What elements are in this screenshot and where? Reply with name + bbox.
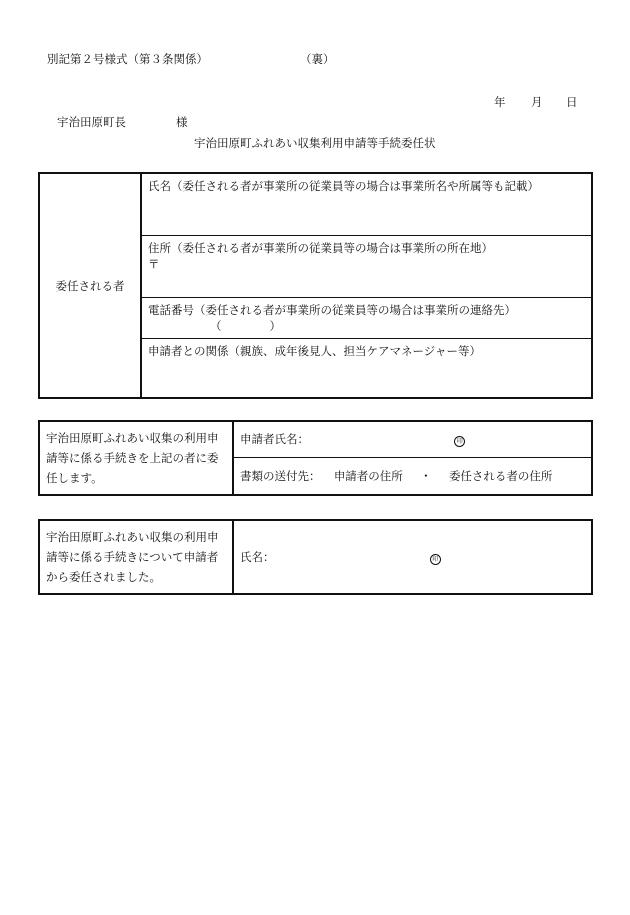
delegate-phone-cell[interactable] [141, 297, 592, 338]
phone-paren-open: （ [210, 318, 222, 333]
delegate-confirm-table [38, 519, 593, 595]
delegate-name-cell[interactable] [141, 173, 592, 235]
applicant-name-label: 申請者氏名： [240, 432, 309, 447]
date-month: 月 [531, 95, 543, 109]
delegate-name-label: 氏名（委任される者が事業所の従業員等の場合は事業所名や所属等も記載） [148, 179, 539, 193]
addressee: 宇治田原町長 [57, 115, 126, 129]
delivery-option-delegate[interactable]: 委任される者の住所 [448, 468, 553, 483]
form-id: 別記第２号様式（第３条関係） [47, 52, 208, 66]
honorific: 様 [176, 115, 188, 129]
delegate-confirm-statement: 宇治田原町ふれあい収集の利用申請等に係る手続きについて申請者から委任されました。 [39, 520, 233, 594]
delivery-cell [233, 457, 592, 495]
date-year: 年 [494, 95, 506, 109]
applicant-statement: 宇治田原町ふれあい収集の利用申請等に係る手続きを上記の者に委任します。 [39, 421, 233, 495]
delegate-confirm-name-label: 氏名： [240, 550, 275, 564]
postal-mark: 〒 [148, 256, 160, 271]
delegate-address-cell[interactable] [141, 235, 592, 297]
form-side: （裏） [300, 52, 335, 66]
date-day: 日 [566, 95, 578, 109]
seal-icon: 印 [430, 554, 441, 565]
seal-icon: 印 [454, 436, 465, 447]
delivery-option-applicant[interactable]: 申請者の住所 [333, 468, 403, 483]
delegate-address-label: 住所（委任される者が事業所の従業員等の場合は事業所の所在地） [148, 240, 493, 255]
page-title: 宇治田原町ふれあい収集利用申請等手続委任状 [194, 136, 436, 150]
delegate-row-label: 委任される者 [39, 173, 141, 398]
delivery-label: 書類の送付先： [240, 468, 321, 483]
applicant-table [38, 420, 593, 496]
delegate-confirm-name-cell[interactable] [233, 520, 592, 594]
delegate-table [38, 172, 593, 399]
delegate-relation-label: 申請者との関係（親族、成年後見人、担当ケアマネージャー等） [148, 343, 482, 358]
delivery-separator: ・ [420, 468, 432, 483]
applicant-name-cell[interactable] [233, 421, 592, 457]
delegate-relation-cell[interactable] [141, 338, 592, 398]
delegate-phone-label: 電話番号（委任される者が事業所の従業員等の場合は事業所の連絡先） [148, 302, 516, 317]
phone-paren-close: ） [269, 318, 281, 333]
